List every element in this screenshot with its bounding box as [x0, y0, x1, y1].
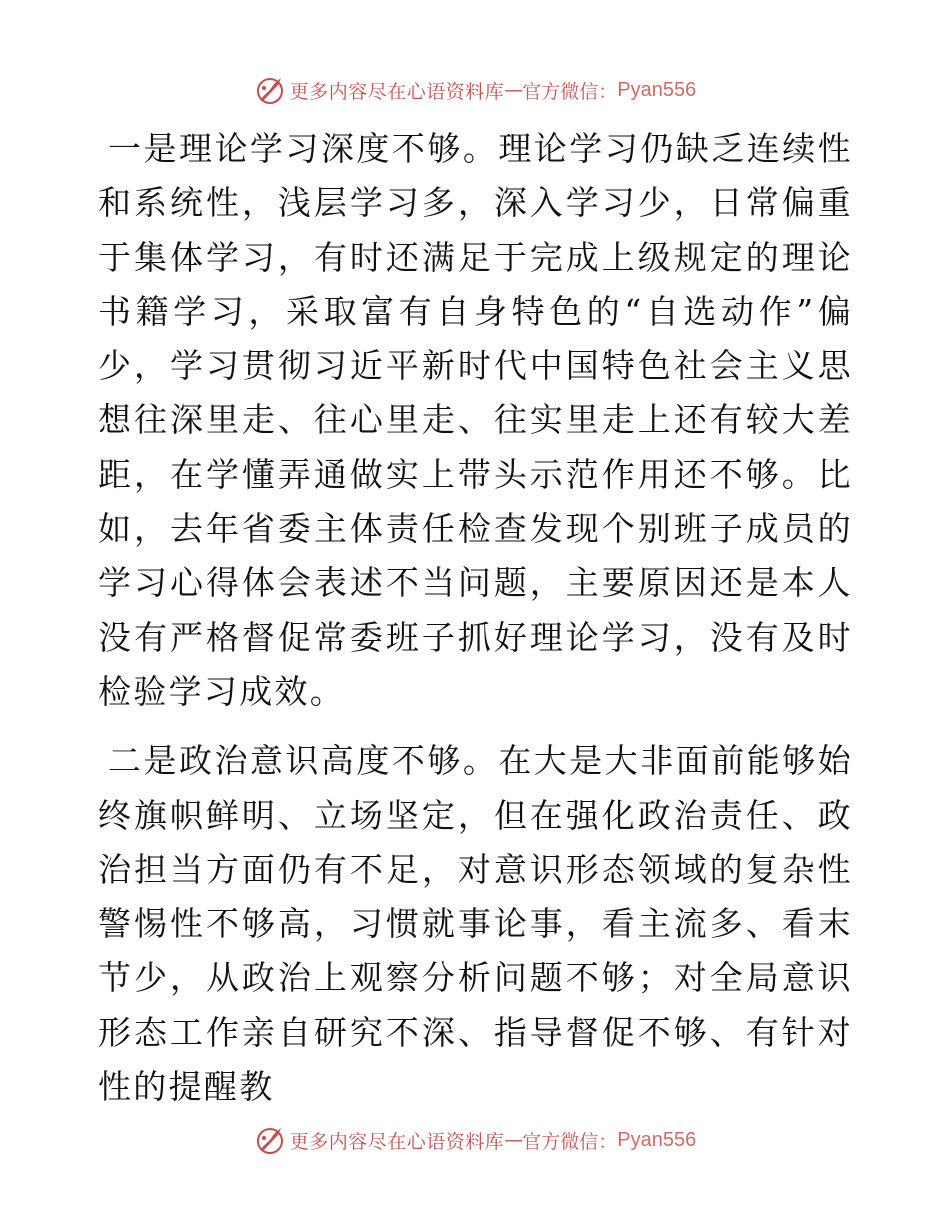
document-body	[98, 122, 853, 1129]
watermark-wechat-label: 官方微信：	[522, 80, 618, 103]
quill-pen-circle-icon	[254, 74, 286, 106]
quill-pen-circle-icon	[254, 1124, 286, 1156]
paragraph-theory-study: 一是理论学习深度不够。理论学习仍缺乏连续性和系统性，浅层学习多，深入学习少，日常偏重于集体学习，有时还满足于完成上级规定的理论书籍学习，采取富有自身特色的“自选动作”偏少，学习贯彻习近平新时代中国特色社会主义思想往深里走、往心里走、往实里走上还有较大差距，在学懂弄通做实上带头示范作用还不够。比如，去年省委主体责任检查发现个别班子成员的学习心得体会表述不当问题，主要原因还是本人没有严格督促常委班子抓好理论学习，没有及时检验学习成效。	[98, 129, 853, 711]
paragraph-political-awareness: 二是政治意识高度不够。在大是大非面前能够始终旗帜鲜明、立场坚定，但在强化政治责任、政治担当方面仍有不足，对意识形态领域的复杂性警惕性不够高，习惯就事论事，看主流多、看末节少，从政治上观察分析问题不够；对全局意识形态工作亲自研究不深、指导督促不够、有针对性的提醒教	[98, 741, 853, 1107]
watermark-dash: —	[504, 1129, 523, 1151]
header-watermark	[0, 73, 950, 107]
watermark-dash: —	[504, 79, 523, 101]
watermark-text: 更多内容尽在心语资料库	[289, 1130, 505, 1153]
watermark-wechat-id: Pyan556	[617, 78, 697, 101]
footer-watermark	[0, 1123, 950, 1157]
watermark-text: 更多内容尽在心语资料库	[289, 80, 505, 103]
watermark-wechat-id: Pyan556	[617, 1128, 697, 1151]
watermark-wechat-label: 官方微信：	[522, 1130, 618, 1153]
